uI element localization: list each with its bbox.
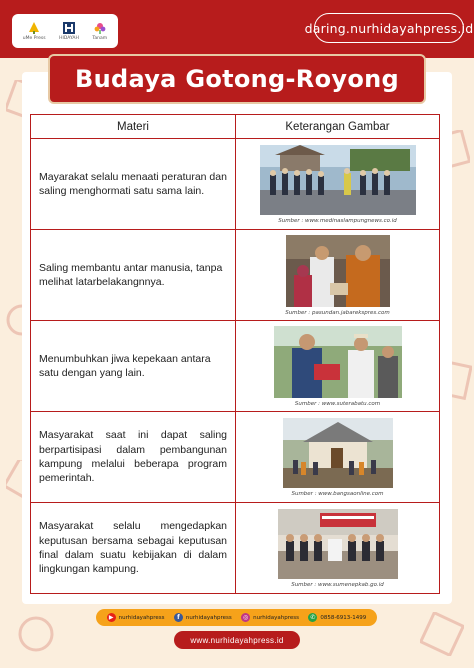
- whatsapp-icon: ✆: [310, 614, 316, 621]
- social-facebook[interactable]: f nurhidayahpress: [174, 613, 232, 622]
- column-header-materi: Materi: [31, 115, 236, 139]
- social-whatsapp[interactable]: ✆ 0858-6913-1499: [310, 614, 367, 621]
- photo-helping-people: [286, 235, 390, 307]
- facebook-icon: f: [174, 613, 183, 622]
- column-header-gambar: Keterangan Gambar: [236, 115, 440, 139]
- row-text: Menumbuhkan jiwa kepekaan antara satu dengan yang lain.: [31, 321, 236, 412]
- tree-logo-icon: [27, 21, 41, 35]
- title-banner: [48, 54, 426, 104]
- social-youtube[interactable]: ▶ nurhidayahpress: [107, 613, 165, 622]
- row-image-cell: [236, 321, 440, 412]
- social-instagram[interactable]: ◎ nurhidayahpress: [242, 614, 299, 621]
- decorative-motif-icon: [14, 612, 58, 656]
- image-source: Sumber : www.bangsaonline.com: [291, 490, 384, 497]
- footer-url-link[interactable]: www.nurhidayahpress.id: [174, 631, 300, 649]
- table-row: [31, 139, 440, 230]
- h-logo-icon: [62, 21, 76, 35]
- image-source: Sumber : www.medinaslampungnews.co.id: [278, 217, 397, 224]
- content-table: [30, 114, 440, 594]
- image-source: Sumber : www.sumenepkab.go.id: [291, 581, 384, 588]
- page-title: Budaya Gotong-Royong: [75, 65, 399, 93]
- logo-tanam: Tanam: [92, 21, 107, 41]
- table-row: [31, 230, 440, 321]
- row-image-cell: [236, 412, 440, 503]
- instagram-icon: ◎: [242, 614, 249, 621]
- logo-ume: uMe Press: [23, 21, 46, 41]
- row-image-cell: [236, 139, 440, 230]
- flower-logo-icon: [93, 21, 107, 35]
- row-image-cell: [236, 230, 440, 321]
- publisher-logos: [12, 14, 118, 48]
- decorative-motif-icon: [420, 612, 464, 656]
- row-image-cell: [236, 503, 440, 594]
- social-media-bar: [96, 609, 377, 626]
- photo-street-crowd: [260, 145, 416, 215]
- photo-village-construction: [283, 418, 393, 488]
- image-source: Sumber : www.suterabatu.com: [294, 400, 381, 407]
- logo-hidayah: HIDAYAH: [59, 21, 79, 41]
- youtube-icon: ▶: [107, 613, 116, 622]
- table-row: [31, 503, 440, 594]
- row-text: Masyarakat saat ini dapat saling berpartisipasi dalam pembangunan kampung melalui beberapa program pemerintah.: [31, 412, 236, 503]
- site-url-link[interactable]: daring.nurhidayahpress.id: [314, 13, 464, 43]
- row-text: Mayarakat selalu menaati peraturan dan saling menghormati satu sama lain.: [31, 139, 236, 230]
- table-header-row: [31, 115, 440, 139]
- photo-aid-distribution: [274, 326, 402, 398]
- table-row: [31, 412, 440, 503]
- table-row: [31, 321, 440, 412]
- image-source: Sumber : pasundan.jabarekspres.com: [285, 309, 390, 316]
- photo-village-meeting: [278, 509, 398, 579]
- row-text: Masyarakat selalu mengedapkan keputusan bersama sebagai keputusan final dalam suatu kebijakan di dalam lingkungan kampung.: [31, 503, 236, 594]
- row-text: Saling membantu antar manusia, tanpa melihat latarbelakangnnya.: [31, 230, 236, 321]
